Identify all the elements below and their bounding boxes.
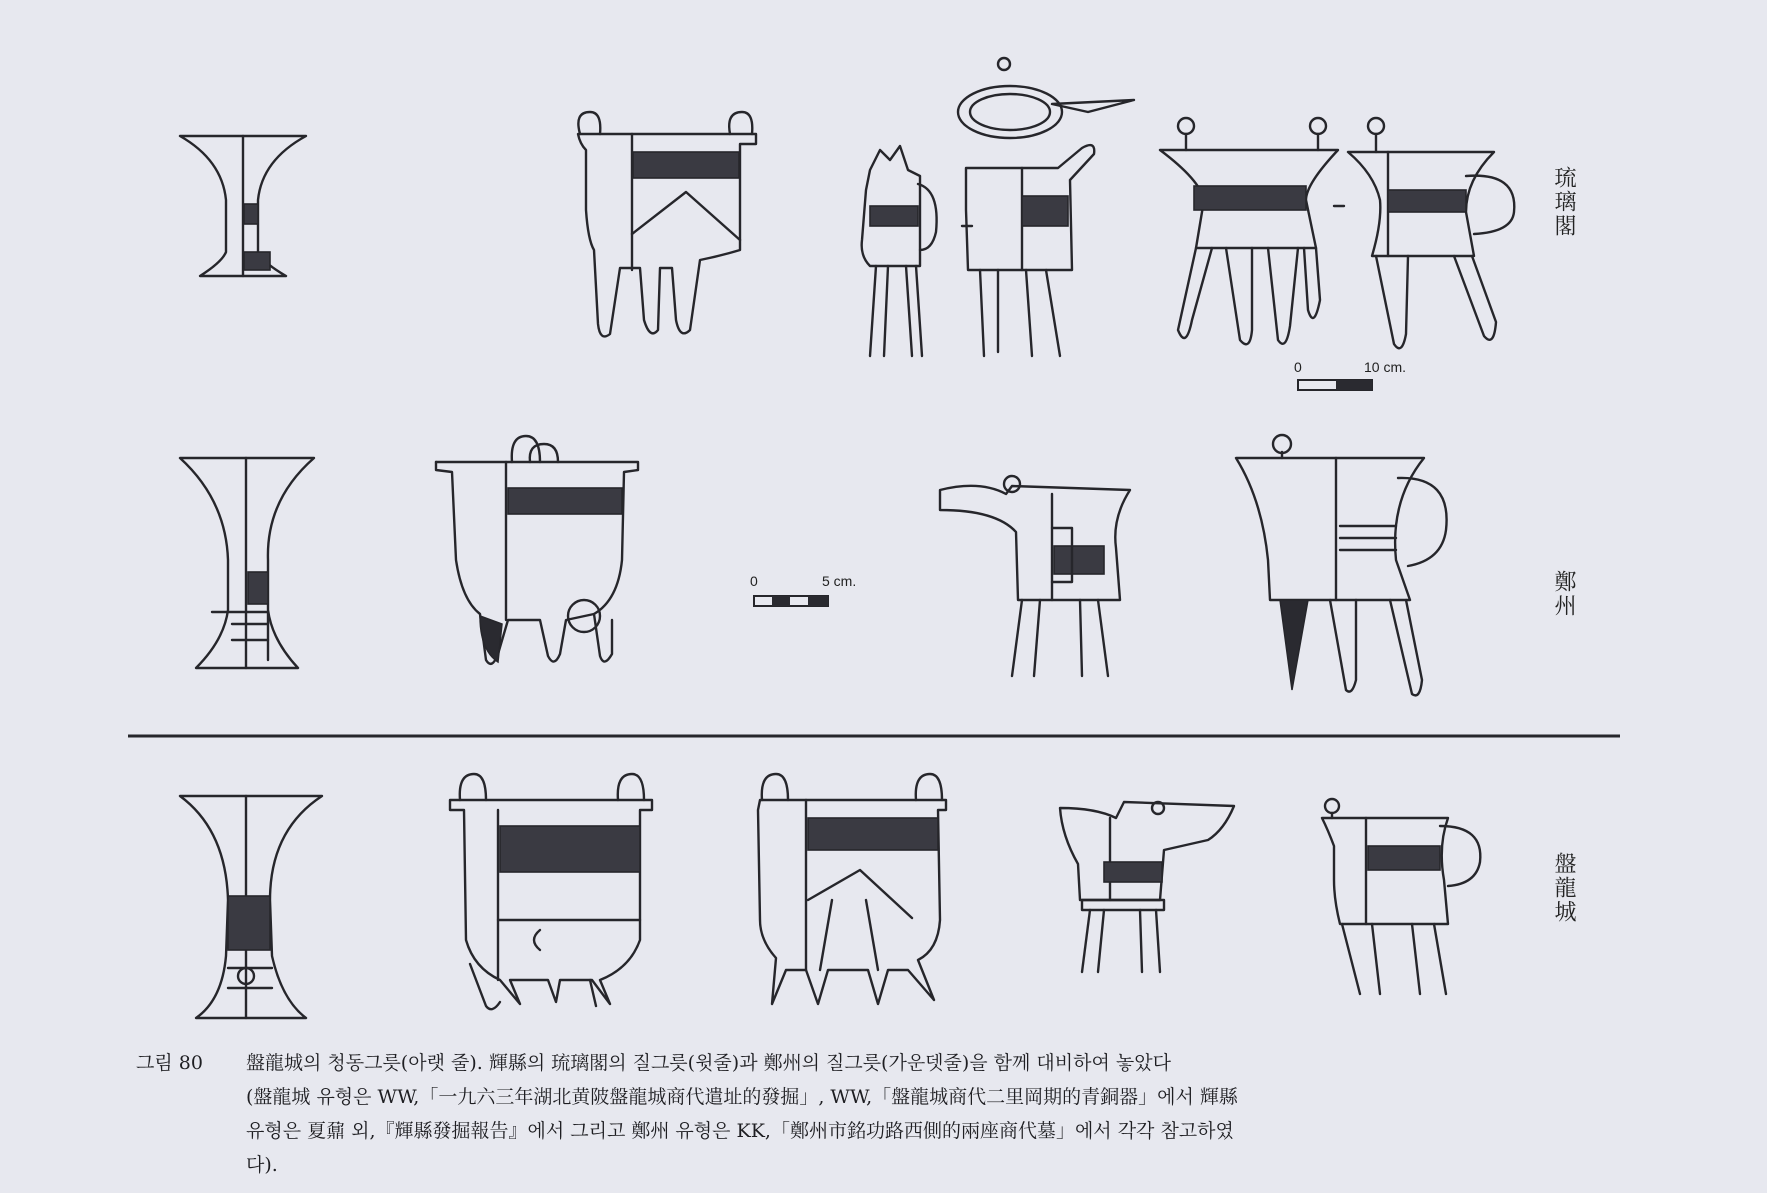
- figure-caption: [136, 1046, 1636, 1182]
- vessel-jia-top-1: [578, 112, 756, 336]
- vessel-jia-top-2: [1160, 118, 1344, 344]
- caption-line-3: 유형은 夏鼐 외,『輝縣發掘報告』에서 그리고 鄭州 유형은 KK,「鄭州市銘功路西側的兩座商代墓」에서 각각 참고하였: [246, 1120, 1234, 1142]
- vessel-jia-bottom: [1322, 799, 1480, 994]
- caption-line-1: 盤龍城의 청동그릇(아랫 줄). 輝縣의 琉璃閣의 질그릇(윗줄)과 鄭州의 질그릇(가운뎃줄)을 함께 대비하여 놓았다: [246, 1052, 1171, 1074]
- vessel-gu-bottom: [180, 796, 322, 1018]
- vessel-gu-middle: [180, 458, 314, 668]
- row-label-panlongcheng: 盤龍城: [1551, 852, 1576, 924]
- scale-bar-middle: [750, 573, 856, 606]
- scale-bar-top: [1294, 359, 1406, 390]
- vessel-jue-bottom: [1060, 802, 1234, 972]
- row-label-zhengzhou: 鄭州: [1551, 570, 1576, 618]
- vessel-jia-middle: [1236, 435, 1447, 695]
- vessel-ding-bottom-1: [450, 774, 652, 1009]
- row-label-liulige: 琉璃閣: [1551, 166, 1576, 238]
- figure-number: 그림 80: [136, 1052, 203, 1074]
- vessel-he-top-spouted: [958, 58, 1134, 356]
- scale-top-zero: 0: [1294, 359, 1302, 375]
- caption-line-2: (盤龍城 유형은 WW,「一九六三年湖北黄陂盤龍城商代遣址的發掘」, WW,「盤龍城商代二里岡期的青銅器」에서 輝縣: [246, 1086, 1238, 1108]
- vessel-li-middle: [436, 436, 638, 664]
- caption-body: [246, 1046, 1636, 1182]
- scale-middle-max: 5 cm.: [822, 573, 857, 589]
- vessel-jia-top-3: [1348, 118, 1514, 348]
- vessel-jue-middle: [940, 476, 1130, 676]
- caption-line-4: 다).: [246, 1154, 278, 1176]
- vessel-gu-top: [180, 136, 306, 276]
- vessel-he-top-small: [862, 146, 972, 356]
- scale-top-max: 10 cm.: [1364, 359, 1407, 375]
- scale-middle-zero: 0: [750, 573, 758, 589]
- vessel-ding-bottom-2: [758, 774, 946, 1004]
